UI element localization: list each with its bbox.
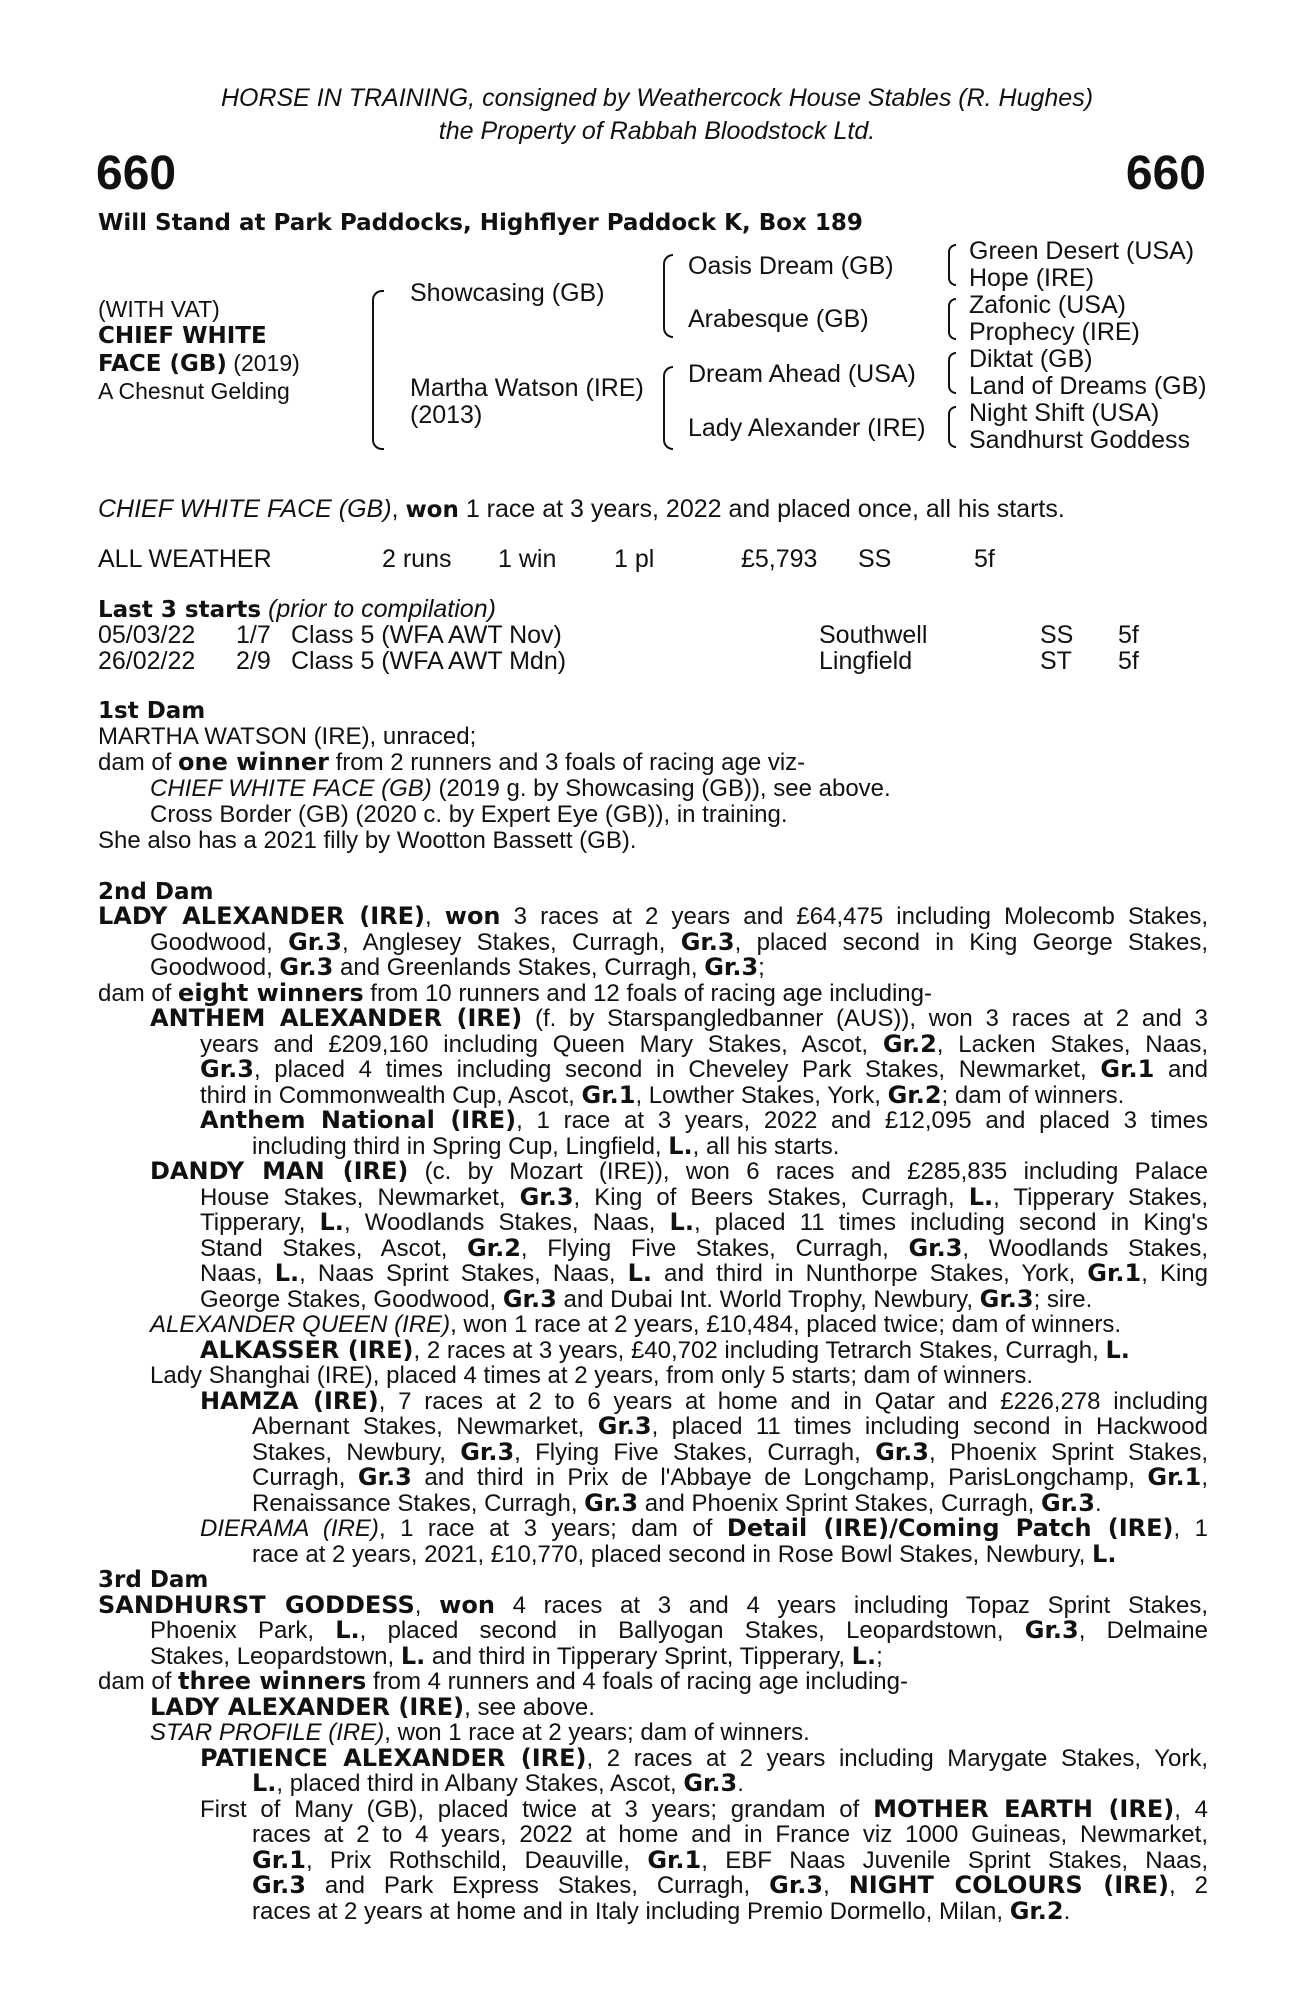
third-dam-line: PATIENCE ALEXANDER (IRE), 2 races at 2 years including Marygate Stakes, York, bbox=[200, 1744, 1208, 1772]
third-dam-line: Phoenix Park, L., placed second in Ballyogan Stakes, Leopardstown, Gr.3, Delmaine bbox=[150, 1616, 1208, 1644]
second-dam-line: dam of eight winners from 10 runners and 12 foals of racing age including- bbox=[98, 979, 932, 1007]
foaling-year: (2019) bbox=[226, 350, 300, 376]
pedigree-dam-dam: Lady Alexander (IRE) bbox=[688, 414, 926, 442]
third-dam-line: races at 2 years at home and in Italy including Premio Dormello, Milan, Gr.2. bbox=[252, 1897, 1071, 1925]
second-dam-line: Lady Shanghai (IRE), placed 4 times at 2 years, from only 5 starts; dam of winners. bbox=[150, 1362, 1034, 1389]
second-dam-line: Stakes, Newbury, Gr.3, Flying Five Stakes, Curragh, Gr.3, Phoenix Sprint Stakes, bbox=[252, 1438, 1209, 1466]
pedigree-dam-sire: Dream Ahead (USA) bbox=[688, 360, 916, 388]
second-dam-line: DIERAMA (IRE), 1 race at 3 years; dam of Detail (IRE)/Coming Patch (IRE), 1 bbox=[200, 1514, 1209, 1542]
summary-won: won bbox=[405, 497, 459, 523]
stats-surface: ALL WEATHER bbox=[98, 545, 272, 573]
vat-note: (WITH VAT) bbox=[98, 296, 220, 322]
third-dam-line: First of Many (GB), placed twice at 3 years; grandam of MOTHER EARTH (IRE), 4 bbox=[200, 1795, 1209, 1823]
lot-number-right: 660 bbox=[1125, 147, 1206, 200]
race-summary: CHIEF WHITE FACE (GB), won 1 race at 3 years, 2022 and placed once, all his starts. bbox=[98, 495, 1065, 523]
stats-runs: 2 runs bbox=[382, 545, 452, 573]
horse-name-line2: FACE (GB) bbox=[98, 351, 227, 377]
pedigree-sire-dam: Arabesque (GB) bbox=[688, 305, 869, 333]
first-dam-line: Cross Border (GB) (2020 c. by Expert Eye (GB)), in training. bbox=[150, 801, 788, 828]
first-dam-line: CHIEF WHITE FACE (GB) (2019 g. by Showcasing (GB)), see above. bbox=[150, 775, 891, 802]
second-dam-line: Naas, L., Naas Sprint Stakes, Naas, L. and third in Nunthorpe Stakes, York, Gr.1, King bbox=[200, 1259, 1208, 1287]
third-dam-line: SANDHURST GODDESS, won 4 races at 3 and 4 years including Topaz Sprint Stakes, bbox=[98, 1591, 1209, 1619]
second-dam-heading: 2nd Dam bbox=[98, 879, 214, 905]
start-course: Southwell bbox=[819, 621, 928, 649]
first-dam-line: MARTHA WATSON (IRE), unraced; bbox=[98, 723, 477, 750]
start-surface: ST bbox=[1040, 647, 1072, 675]
last-starts-note: (prior to compilation) bbox=[261, 595, 496, 623]
second-dam-line: Goodwood, Gr.3 and Greenlands Stakes, Curragh, Gr.3; bbox=[150, 953, 765, 981]
summary-horse-name: CHIEF WHITE FACE (GB) bbox=[98, 495, 392, 523]
first-dam-line: She also has a 2021 filly by Wootton Bassett (GB). bbox=[98, 827, 637, 854]
second-dam-line: House Stakes, Newmarket, Gr.3, King of Beers Stakes, Curragh, L., Tipperary Stakes, bbox=[200, 1183, 1208, 1211]
start-date: 26/02/22 bbox=[98, 647, 196, 675]
second-dam-line: including third in Spring Cup, Lingfield, L., all his starts. bbox=[252, 1132, 840, 1160]
pedigree-ddd: Sandhurst Goddess bbox=[969, 426, 1190, 454]
stats-prize: £5,793 bbox=[741, 545, 818, 573]
pedigree-bracket-3c bbox=[948, 352, 956, 394]
last-starts-title: Last 3 starts bbox=[98, 597, 262, 623]
start-distance: 5f bbox=[1118, 647, 1139, 675]
stats-distance: 5f bbox=[974, 545, 995, 573]
first-dam-line: dam of one winner from 2 runners and 3 foals of racing age viz- bbox=[98, 748, 806, 776]
pedigree-dss: Diktat (GB) bbox=[969, 345, 1093, 373]
second-dam-line: George Stakes, Goodwood, Gr.3 and Dubai Int. World Trophy, Newbury, Gr.3; sire. bbox=[200, 1285, 1093, 1313]
third-dam-heading: 3rd Dam bbox=[98, 1567, 209, 1593]
pedigree-ssd: Hope (IRE) bbox=[969, 264, 1095, 292]
stand-location: Will Stand at Park Paddocks, Highflyer Paddock K, Box 189 bbox=[98, 210, 863, 236]
pedigree-sire-sire: Oasis Dream (GB) bbox=[688, 252, 894, 280]
consignor-line: HORSE IN TRAINING, consigned by Weathercock House Stables (R. Hughes) bbox=[220, 84, 1094, 112]
start-position: 2/9 bbox=[236, 647, 271, 675]
second-dam-line: DANDY MAN (IRE) (c. by Mozart (IRE)), won 6 races and £285,835 including Palace bbox=[150, 1157, 1208, 1185]
pedigree-bracket-2a bbox=[663, 254, 673, 338]
second-dam-line: Stand Stakes, Ascot, Gr.2, Flying Five Stakes, Curragh, Gr.3, Woodlands Stakes, bbox=[200, 1234, 1208, 1262]
second-dam-line: ALEXANDER QUEEN (IRE), won 1 race at 2 years, £10,484, placed twice; dam of winners. bbox=[150, 1311, 1122, 1338]
second-dam-line: Tipperary, L., Woodlands Stakes, Naas, L., placed 11 times including second in King's bbox=[200, 1208, 1209, 1236]
second-dam-line: ANTHEM ALEXANDER (IRE) (f. by Starspangledbanner (AUS)), won 3 races at 2 and 3 bbox=[150, 1004, 1208, 1032]
second-dam-line: Goodwood, Gr.3, Anglesey Stakes, Curragh, Gr.3, placed second in King George Stakes, bbox=[150, 928, 1209, 956]
third-dam-line: dam of three winners from 4 runners and 4 foals of racing age including- bbox=[98, 1667, 908, 1695]
pedigree-sss: Green Desert (USA) bbox=[969, 237, 1195, 265]
second-dam-line: Curragh, Gr.3 and third in Prix de l'Abbaye de Longchamp, ParisLongchamp, Gr.1, bbox=[252, 1463, 1208, 1491]
pedigree-bracket-2b bbox=[663, 366, 673, 450]
pedigree-sds: Zafonic (USA) bbox=[969, 291, 1126, 319]
start-course: Lingfield bbox=[819, 647, 913, 675]
pedigree-dam-line2: (2013) bbox=[410, 401, 483, 429]
stats-track: SS bbox=[858, 545, 892, 573]
lot-number-left: 660 bbox=[96, 147, 177, 200]
third-dam-line: Stakes, Leopardstown, L. and third in Tipperary Sprint, Tipperary, L.; bbox=[150, 1642, 883, 1670]
third-dam-line: races at 2 to 4 years, 2022 at home and in France viz 1000 Guineas, Newmarket, bbox=[252, 1821, 1208, 1848]
third-dam-line: Gr.3 and Park Express Stakes, Curragh, Gr.3, NIGHT COLOURS (IRE), 2 bbox=[252, 1871, 1208, 1899]
pedigree-sdd: Prophecy (IRE) bbox=[969, 318, 1140, 346]
pedigree-bracket-3d bbox=[948, 406, 956, 448]
stats-placed: 1 pl bbox=[614, 545, 655, 573]
pedigree-dds: Night Shift (USA) bbox=[969, 399, 1160, 427]
pedigree-bracket-3b bbox=[948, 298, 956, 340]
pedigree-dsd: Land of Dreams (GB) bbox=[969, 372, 1207, 400]
pedigree-dam-line1: Martha Watson (IRE) bbox=[410, 374, 644, 402]
third-dam-line: Gr.1, Prix Rothschild, Deauville, Gr.1, EBF Naas Juvenile Sprint Stakes, Naas, bbox=[252, 1846, 1208, 1874]
horse-identity bbox=[98, 296, 300, 405]
second-dam-line: Gr.3, placed 4 times including second in Cheveley Park Stakes, Newmarket, Gr.1 and bbox=[200, 1055, 1208, 1083]
second-dam-line: years and £209,160 including Queen Mary Stakes, Ascot, Gr.2, Lacken Stakes, Naas, bbox=[200, 1030, 1208, 1058]
pedigree-bracket-3a bbox=[948, 244, 956, 286]
start-race: Class 5 (WFA AWT Nov) bbox=[291, 621, 562, 649]
start-position: 1/7 bbox=[236, 621, 271, 649]
start-race: Class 5 (WFA AWT Mdn) bbox=[291, 647, 567, 675]
pedigree-bracket-1 bbox=[372, 290, 384, 450]
second-dam-line: race at 2 years, 2021, £10,770, placed second in Rose Bowl Stakes, Newbury, L. bbox=[252, 1540, 1117, 1568]
start-distance: 5f bbox=[1118, 621, 1139, 649]
third-dam-line: STAR PROFILE (IRE), won 1 race at 2 years; dam of winners. bbox=[150, 1719, 810, 1746]
pedigree-sire: Showcasing (GB) bbox=[410, 279, 605, 307]
start-date: 05/03/22 bbox=[98, 621, 196, 649]
summary-text: 1 race at 3 years, 2022 and placed once, all his starts. bbox=[458, 495, 1065, 523]
first-dam-heading: 1st Dam bbox=[98, 698, 206, 724]
second-dam-line: LADY ALEXANDER (IRE), won 3 races at 2 years and £64,475 including Molecomb Stakes, bbox=[98, 902, 1208, 930]
third-dam-line: LADY ALEXANDER (IRE), see above. bbox=[150, 1693, 595, 1721]
second-dam-line: HAMZA (IRE), 7 races at 2 to 6 years at home and in Qatar and £226,278 including bbox=[200, 1387, 1208, 1415]
stats-wins: 1 win bbox=[498, 545, 557, 573]
horse-description: A Chesnut Gelding bbox=[98, 378, 290, 404]
third-dam-line: L., placed third in Albany Stakes, Ascot, Gr.3. bbox=[252, 1769, 744, 1797]
start-surface: SS bbox=[1040, 621, 1074, 649]
second-dam-line: Anthem National (IRE), 1 race at 3 years, 2022 and £12,095 and placed 3 times bbox=[200, 1106, 1208, 1134]
last-starts-heading bbox=[98, 595, 496, 624]
second-dam-line: ALKASSER (IRE), 2 races at 3 years, £40,702 including Tetrarch Stakes, Curragh, L. bbox=[200, 1336, 1130, 1364]
second-dam-line: Renaissance Stakes, Curragh, Gr.3 and Phoenix Sprint Stakes, Curragh, Gr.3. bbox=[252, 1489, 1102, 1517]
second-dam-line: Abernant Stakes, Newmarket, Gr.3, placed 11 times including second in Hackwood bbox=[252, 1412, 1208, 1440]
second-dam-line: third in Commonwealth Cup, Ascot, Gr.1, Lowther Stakes, York, Gr.2; dam of winners. bbox=[200, 1081, 1125, 1109]
horse-name-line1: CHIEF WHITE bbox=[98, 323, 267, 349]
property-line: the Property of Rabbah Bloodstock Ltd. bbox=[438, 117, 876, 145]
